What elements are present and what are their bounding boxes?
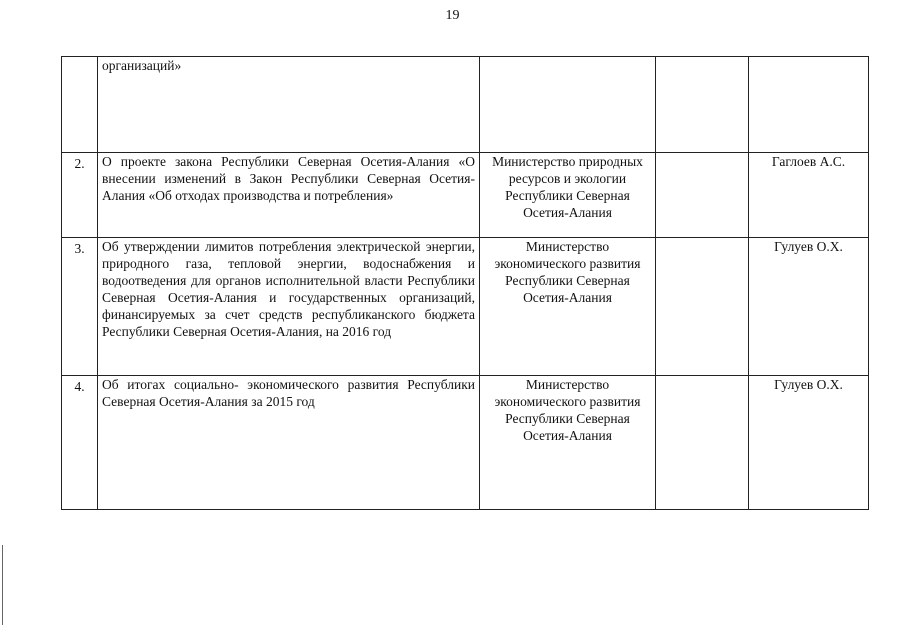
responsible-person: Гулуев О.Х. [749, 238, 869, 376]
responsible-organization [480, 57, 656, 153]
item-title: Об утверждении лимитов потребления электрической энергии, природного газа, тепловой энергии, водоснабжения и водоотведения для органов исполнительной власти Республики Северная Осетия-Алания и государственных организаций, финансируемых за счет средств республиканского бюджета Республики Северная Осетия-Алания, на 2016 год [98, 238, 480, 376]
table-row [62, 238, 869, 376]
responsible-organization: Министерство экономического развития Республики Северная Осетия-Алания [480, 376, 656, 510]
item-title: Об итогах социально- экономического развития Республики Северная Осетия-Алания за 2015 год [98, 376, 480, 510]
empty-cell [656, 238, 749, 376]
table-row [62, 57, 869, 153]
row-number: 2. [62, 153, 98, 238]
table-row [62, 376, 869, 510]
row-number: 4. [62, 376, 98, 510]
agenda-table [61, 56, 869, 510]
responsible-person: Гулуев О.Х. [749, 376, 869, 510]
item-title: организаций» [98, 57, 480, 153]
empty-cell [656, 376, 749, 510]
responsible-organization: Министерство природных ресурсов и экологии Республики Северная Осетия-Алания [480, 153, 656, 238]
empty-cell [656, 153, 749, 238]
row-number [62, 57, 98, 153]
page-number: 19 [445, 8, 460, 23]
table-row [62, 153, 869, 238]
item-title: О проекте закона Республики Северная Осетия-Алания «О внесении изменений в Закон Республики Северная Осетия-Алания «Об отходах производства и потребления» [98, 153, 480, 238]
scan-edge-mark [2, 545, 3, 625]
responsible-person: Гаглоев А.С. [749, 153, 869, 238]
empty-cell [656, 57, 749, 153]
row-number: 3. [62, 238, 98, 376]
responsible-person [749, 57, 869, 153]
responsible-organization: Министерство экономического развития Республики Северная Осетия-Алания [480, 238, 656, 376]
